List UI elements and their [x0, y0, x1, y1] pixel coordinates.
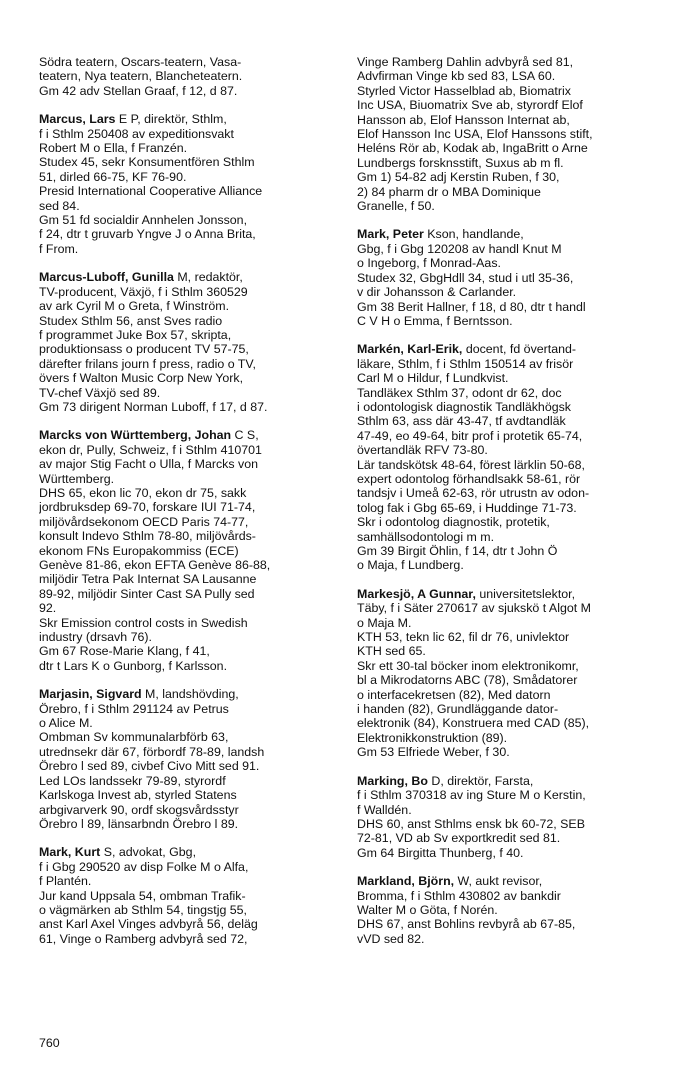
entry-line: [357, 486, 662, 500]
entry-line: [357, 817, 662, 831]
right-column: [357, 55, 662, 960]
line-text: o Alice M.: [39, 716, 93, 731]
biography-entry: [39, 687, 344, 831]
line-text: Elof Hansson Inc USA, Elof Hanssons stift,: [357, 127, 593, 142]
entry-line: [39, 213, 344, 227]
biography-entry: [39, 112, 344, 256]
line-text: DHS 67, anst Bohlins revbyrå ab 67-85,: [357, 917, 576, 932]
line-text: samhällsodontologi m m.: [357, 529, 495, 544]
entry-line: [39, 716, 344, 730]
entry-line: [357, 400, 662, 414]
entry-line: [357, 271, 662, 285]
entry-line: [357, 472, 662, 486]
line-text: Lär tandskötsk 48-64, förest lärklin 50-68,: [357, 457, 585, 472]
entry-line: [39, 601, 344, 615]
line-text: läkare, Sthlm, f i Sthlm 150514 av frisör: [357, 356, 574, 371]
entry-line: [357, 702, 662, 716]
entry-line: [357, 386, 662, 400]
person-name: Markén, Karl-Erik,: [357, 342, 463, 357]
line-text: Walter M o Göta, f Norén.: [357, 902, 498, 917]
line-text: Studex 32, GbgHdll 34, stud i utl 35-36,: [357, 270, 574, 285]
left-column: [39, 55, 344, 960]
entry-line: [357, 242, 662, 256]
entry-line: [39, 69, 344, 83]
line-text: i handen (82), Grundläggande dator-: [357, 702, 559, 717]
entry-line: [357, 932, 662, 946]
line-text: teatern, Nya teatern, Blancheteatern.: [39, 69, 243, 84]
entry-line: [357, 342, 662, 356]
line-text: v dir Johansson & Carlander.: [357, 285, 517, 300]
line-text: Tandläkex Sthlm 37, odont dr 62, doc: [357, 385, 562, 400]
line-text: 51, dirled 66-75, KF 76-90.: [39, 169, 187, 184]
entry-line: [357, 314, 662, 328]
line-text: f i Sthlm 370318 av ing Sture M o Kerstin,: [357, 788, 586, 803]
entry-line: [39, 199, 344, 213]
entry-line: [357, 98, 662, 112]
entry-line: [357, 889, 662, 903]
line-text: Gm 39 Birgit Öhlin, f 14, dtr t John Ö: [357, 544, 558, 558]
entry-line: [39, 803, 344, 817]
entry-line: [39, 457, 344, 471]
entry-line: [39, 285, 344, 299]
entry-line: [357, 501, 662, 515]
line-text: Örebro, f i Sthlm 291124 av Petrus: [39, 701, 229, 716]
entry-line: [39, 529, 344, 543]
biography-entry: [39, 428, 344, 673]
line-text: TV-chef Växjö sed 89.: [39, 385, 161, 400]
line-text: f programmet Juke Box 57, skripta,: [39, 327, 232, 342]
line-text: ekonom FNs Europakommiss (ECE): [39, 543, 239, 558]
entry-line: [357, 55, 662, 69]
line-text: övers f Walton Music Corp New York,: [39, 371, 244, 386]
line-text: Styrled Victor Hasselblad ab, Biomatrix: [357, 83, 571, 98]
entry-line: [39, 730, 344, 744]
line-text: av ark Cyril M o Greta, f Winström.: [39, 299, 230, 314]
entry-line: [39, 112, 344, 126]
entry-line: [357, 227, 662, 241]
line-text: W, aukt revisor,: [454, 874, 543, 889]
entry-line: [39, 759, 344, 773]
entry-line: [39, 644, 344, 658]
line-text: Granelle, f 50.: [357, 199, 435, 214]
line-text: D, direktör, Farsta,: [427, 773, 534, 788]
line-text: Gbg, f i Gbg 120208 av handl Knut M: [357, 241, 562, 256]
entry-line: [357, 141, 662, 155]
entry-line: [357, 530, 662, 544]
line-text: o Maja, f Lundberg.: [357, 558, 464, 573]
entry-line: [39, 845, 344, 859]
line-text: M, landshövding,: [141, 687, 239, 702]
line-text: dtr t Lars K o Gunborg, f Karlsson.: [39, 658, 228, 673]
entry-line: [357, 515, 662, 529]
entry-line: [39, 227, 344, 241]
entry-line: [357, 199, 662, 213]
line-text: C S,: [231, 428, 259, 443]
line-text: Skr Emission control costs in Swedish: [39, 615, 248, 630]
entry-line: [39, 127, 344, 141]
line-text: Elektronikkonstruktion (89).: [357, 730, 508, 745]
line-text: Gm 1) 54-82 adj Kerstin Ruben, f 30,: [357, 170, 560, 185]
line-text: produktionsass o producent TV 57-75,: [39, 342, 249, 357]
entry-line: [357, 716, 662, 730]
line-text: Advfirman Vinge kb sed 83, LSA 60.: [357, 69, 556, 84]
line-text: Hansson ab, Elof Hansson Internat ab,: [357, 112, 570, 127]
line-text: 2) 84 pharm dr o MBA Dominique: [357, 184, 541, 199]
line-text: sed 84.: [39, 198, 80, 213]
line-text: elektronik (84), Konstruera med CAD (85),: [357, 716, 590, 731]
entry-line: [357, 113, 662, 127]
entry-line: [357, 803, 662, 817]
entry-line: [357, 745, 662, 759]
entry-line: [357, 630, 662, 644]
entry-line: [357, 544, 662, 558]
line-text: Inc USA, Biuomatrix Sve ab, styrordf Elof: [357, 98, 583, 113]
entry-line: [39, 443, 344, 457]
line-text: Led LOs landssekr 79-89, styrordf: [39, 773, 226, 788]
line-text: Württemberg.: [39, 471, 115, 486]
line-text: vVD sed 82.: [357, 931, 425, 946]
biography-entry: [39, 845, 344, 946]
line-text: i odontologisk diagnostik Tandläkhögsk: [357, 399, 571, 414]
line-text: miljödir Tetra Pak Internat SA Lausanne: [39, 572, 257, 587]
person-name: Marcks von Württemberg, Johan: [39, 428, 232, 443]
person-name: Mark, Kurt: [39, 845, 101, 860]
line-text: anst Karl Axel Vinges advbyrå 56, deläg: [39, 917, 258, 932]
entry-line: [357, 903, 662, 917]
line-text: f From.: [39, 241, 79, 256]
line-text: C V H o Emma, f Berntsson.: [357, 313, 513, 328]
line-text: Studex Sthlm 56, anst Sves radio: [39, 313, 223, 328]
entry-line: [39, 860, 344, 874]
entry-line: [39, 386, 344, 400]
entry-line: [357, 84, 662, 98]
entry-line: [39, 932, 344, 946]
entry-line: [357, 69, 662, 83]
entry-line: [39, 342, 344, 356]
entry-line: [357, 673, 662, 687]
line-text: Carl M o Hildur, f Lundkvist.: [357, 371, 509, 386]
entry-line: [39, 889, 344, 903]
person-name: Marjasin, Sigvard: [39, 687, 142, 702]
line-text: 89-92, miljödir Sinter Cast SA Pully sed: [39, 586, 255, 601]
line-text: M, redaktör,: [173, 270, 243, 285]
entry-line: [357, 917, 662, 931]
line-text: f i Gbg 290520 av disp Folke M o Alfa,: [39, 859, 249, 874]
line-text: 47-49, eo 49-64, bitr prof i protetik 65-74,: [357, 428, 583, 443]
entry-line: [357, 429, 662, 443]
entry-line: [357, 185, 662, 199]
line-text: Skr i odontolog diagnostik, protetik,: [357, 515, 550, 530]
line-text: o interfacekretsen (82), Med datorn: [357, 687, 551, 702]
line-text: miljövårdsekonom OECD Paris 74-77,: [39, 514, 249, 529]
entry-line: [357, 170, 662, 184]
line-text: 61, Vinge o Ramberg advbyrå sed 72,: [39, 931, 248, 946]
entry-line: [39, 544, 344, 558]
entry-line: [39, 84, 344, 98]
line-text: 72-81, VD ab Sv exportkredit sed 81.: [357, 831, 561, 846]
entry-line: [39, 616, 344, 630]
line-text: DHS 60, anst Sthlms ensk bk 60-72, SEB: [357, 816, 585, 831]
page-number: 760: [39, 1036, 60, 1050]
line-text: expert odontolog förhandlsakk 58-61, rör: [357, 471, 581, 486]
entry-line: [357, 558, 662, 572]
line-text: Karlskoga Invest ab, styrled Statens: [39, 788, 237, 803]
line-text: Täby, f i Säter 270617 av sjukskö t Algot M: [357, 601, 591, 616]
entry-line: [39, 500, 344, 514]
entry-line: [39, 428, 344, 442]
line-text: bl a Mikrodatorns ABC (78), Smådatorer: [357, 673, 578, 688]
line-text: därefter frilans journ f press, radio o TV,: [39, 356, 256, 371]
entry-line: [39, 917, 344, 931]
line-text: f Plantén.: [39, 874, 92, 889]
entry-line: [357, 458, 662, 472]
entry-line: [39, 558, 344, 572]
entry-line: [357, 788, 662, 802]
entry-line: [357, 644, 662, 658]
line-text: S, advokat, Gbg,: [100, 845, 197, 860]
entry-line: [39, 328, 344, 342]
entry-line: [39, 184, 344, 198]
line-text: Jur kand Uppsala 54, ombman Trafik-: [39, 888, 246, 903]
line-text: Gm 51 fd socialdir Annhelen Jonsson,: [39, 213, 248, 228]
line-text: Gm 73 dirigent Norman Luboff, f 17, d 87.: [39, 399, 268, 414]
entry-line: [39, 371, 344, 385]
line-text: Bromma, f i Sthlm 430802 av bankdir: [357, 888, 561, 903]
line-text: Skr ett 30-tal böcker inom elektronikomr,: [357, 658, 579, 673]
entry-line: [357, 616, 662, 630]
biography-entry: [357, 874, 662, 946]
entry-line: [39, 357, 344, 371]
entry-line: [39, 874, 344, 888]
entry-line: [39, 472, 344, 486]
biography-entry: [39, 55, 344, 98]
line-text: o Ingeborg, f Monrad-Aas.: [357, 256, 501, 271]
entry-line: [357, 300, 662, 314]
biography-entry: [357, 587, 662, 760]
entry-line: [357, 874, 662, 888]
line-text: Örebro l sed 89, civbef Civo Mitt sed 91.: [39, 759, 260, 774]
line-text: Presid International Cooperative Alliance: [39, 184, 263, 199]
line-text: Studex 45, sekr Konsumentfören Sthlm: [39, 155, 255, 170]
entry-line: [39, 788, 344, 802]
entry-line: [39, 702, 344, 716]
entry-line: [39, 659, 344, 673]
entry-line: [357, 127, 662, 141]
biography-entry: [39, 270, 344, 414]
entry-line: [357, 587, 662, 601]
entry-line: [39, 486, 344, 500]
line-text: tolog fak i Gbg 65-69, i Huddinge 71-73.: [357, 500, 577, 515]
entry-line: [357, 256, 662, 270]
entry-line: [39, 155, 344, 169]
entry-line: [39, 299, 344, 313]
entry-line: [39, 572, 344, 586]
entry-line: [357, 443, 662, 457]
entry-line: [39, 903, 344, 917]
entry-line: [357, 285, 662, 299]
line-text: konsult Indevo Sthlm 78-80, miljövårds-: [39, 529, 256, 544]
line-text: universitetslektor,: [475, 586, 576, 601]
line-text: Gm 67 Rose-Marie Klang, f 41,: [39, 644, 210, 659]
line-text: Sthlm 63, ass där 43-47, tf avdtandläk: [357, 414, 566, 429]
entry-line: [357, 731, 662, 745]
line-text: E P, direktör, Sthlm,: [115, 112, 227, 127]
line-text: Gm 53 Elfriede Weber, f 30.: [357, 745, 510, 760]
entry-line: [39, 630, 344, 644]
entry-line: [39, 141, 344, 155]
entry-line: [39, 745, 344, 759]
line-text: Gm 38 Berit Hallner, f 18, d 80, dtr t handl: [357, 299, 586, 314]
entry-line: [39, 587, 344, 601]
person-name: Mark, Peter: [357, 227, 424, 242]
line-text: o Maja M.: [357, 615, 412, 630]
person-name: Marking, Bo: [357, 773, 428, 788]
biography-entry: [357, 227, 662, 328]
entry-line: [357, 659, 662, 673]
entry-line: [39, 314, 344, 328]
line-text: KTH 53, tekn lic 62, fil dr 76, univlektor: [357, 630, 570, 645]
person-name: Marcus-Luboff, Gunilla: [39, 270, 174, 285]
line-text: KTH sed 65.: [357, 644, 426, 659]
line-text: Heléns Rör ab, Kodak ab, IngaBritt o Arne: [357, 141, 588, 156]
line-text: Genève 81-86, ekon EFTA Genève 86-88,: [39, 558, 271, 572]
entry-line: [357, 156, 662, 170]
line-text: av major Stig Facht o Ulla, f Marcks von: [39, 457, 258, 472]
person-name: Marcus, Lars: [39, 112, 116, 127]
person-name: Markland, Björn,: [357, 874, 455, 889]
line-text: Lundbergs forsknsstift, Suxus ab m fl.: [357, 155, 564, 170]
line-text: 92.: [39, 601, 57, 616]
entry-line: [39, 774, 344, 788]
line-text: o vägmärken ab Sthlm 54, tingstjg 55,: [39, 902, 248, 917]
line-text: tandsjv i Umeå 62-63, rör utrustn av odon-: [357, 486, 590, 501]
line-text: Kson, handlande,: [423, 227, 524, 242]
line-text: utrednsekr där 67, förbordf 78-89, landsh: [39, 744, 265, 759]
entry-line: [357, 774, 662, 788]
line-text: industry (drsavh 76).: [39, 630, 152, 645]
entry-line: [39, 400, 344, 414]
line-text: ekon dr, Pully, Schweiz, f i Sthlm 410701: [39, 442, 262, 457]
line-text: docent, fd övertand-: [462, 342, 577, 357]
entry-line: [357, 688, 662, 702]
line-text: DHS 65, ekon lic 70, ekon dr 75, sakk: [39, 485, 247, 500]
entry-line: [357, 846, 662, 860]
line-text: Vinge Ramberg Dahlin advbyrå sed 81,: [357, 55, 574, 69]
entry-line: [39, 242, 344, 256]
line-text: Gm 42 adv Stellan Graaf, f 12, d 87.: [39, 83, 238, 98]
biography-entry: [357, 342, 662, 573]
person-name: Markesjö, A Gunnar,: [357, 586, 476, 601]
line-text: Robert M o Ella, f Franzén.: [39, 141, 188, 156]
line-text: TV-producent, Växjö, f i Sthlm 360529: [39, 284, 248, 299]
entry-line: [357, 371, 662, 385]
entry-line: [357, 414, 662, 428]
entry-line: [39, 515, 344, 529]
line-text: arbgivarverk 90, ordf skogsvårdsstyr: [39, 802, 239, 817]
entry-line: [39, 687, 344, 701]
biography-entry: [357, 774, 662, 860]
line-text: Södra teatern, Oscars-teatern, Vasa-: [39, 55, 242, 69]
line-text: Örebro l 89, länsarbndn Örebro l 89.: [39, 816, 239, 831]
entry-line: [39, 817, 344, 831]
entry-line: [39, 170, 344, 184]
entry-line: [357, 601, 662, 615]
line-text: Gm 64 Birgitta Thunberg, f 40.: [357, 845, 524, 860]
line-text: jordbruksdep 69-70, forskare IUI 71-74,: [39, 500, 256, 515]
biography-entry: [357, 55, 662, 213]
line-text: f 24, dtr t gruvarb Yngve J o Anna Brita,: [39, 227, 256, 242]
entry-line: [39, 55, 344, 69]
line-text: övertandläk RFV 73-80.: [357, 443, 488, 458]
entry-line: [357, 831, 662, 845]
entry-line: [357, 357, 662, 371]
line-text: f i Sthlm 250408 av expeditionsvakt: [39, 126, 234, 141]
entry-line: [39, 270, 344, 284]
line-text: f Walldén.: [357, 802, 412, 817]
line-text: Ombman Sv kommunalarbförb 63,: [39, 730, 229, 745]
